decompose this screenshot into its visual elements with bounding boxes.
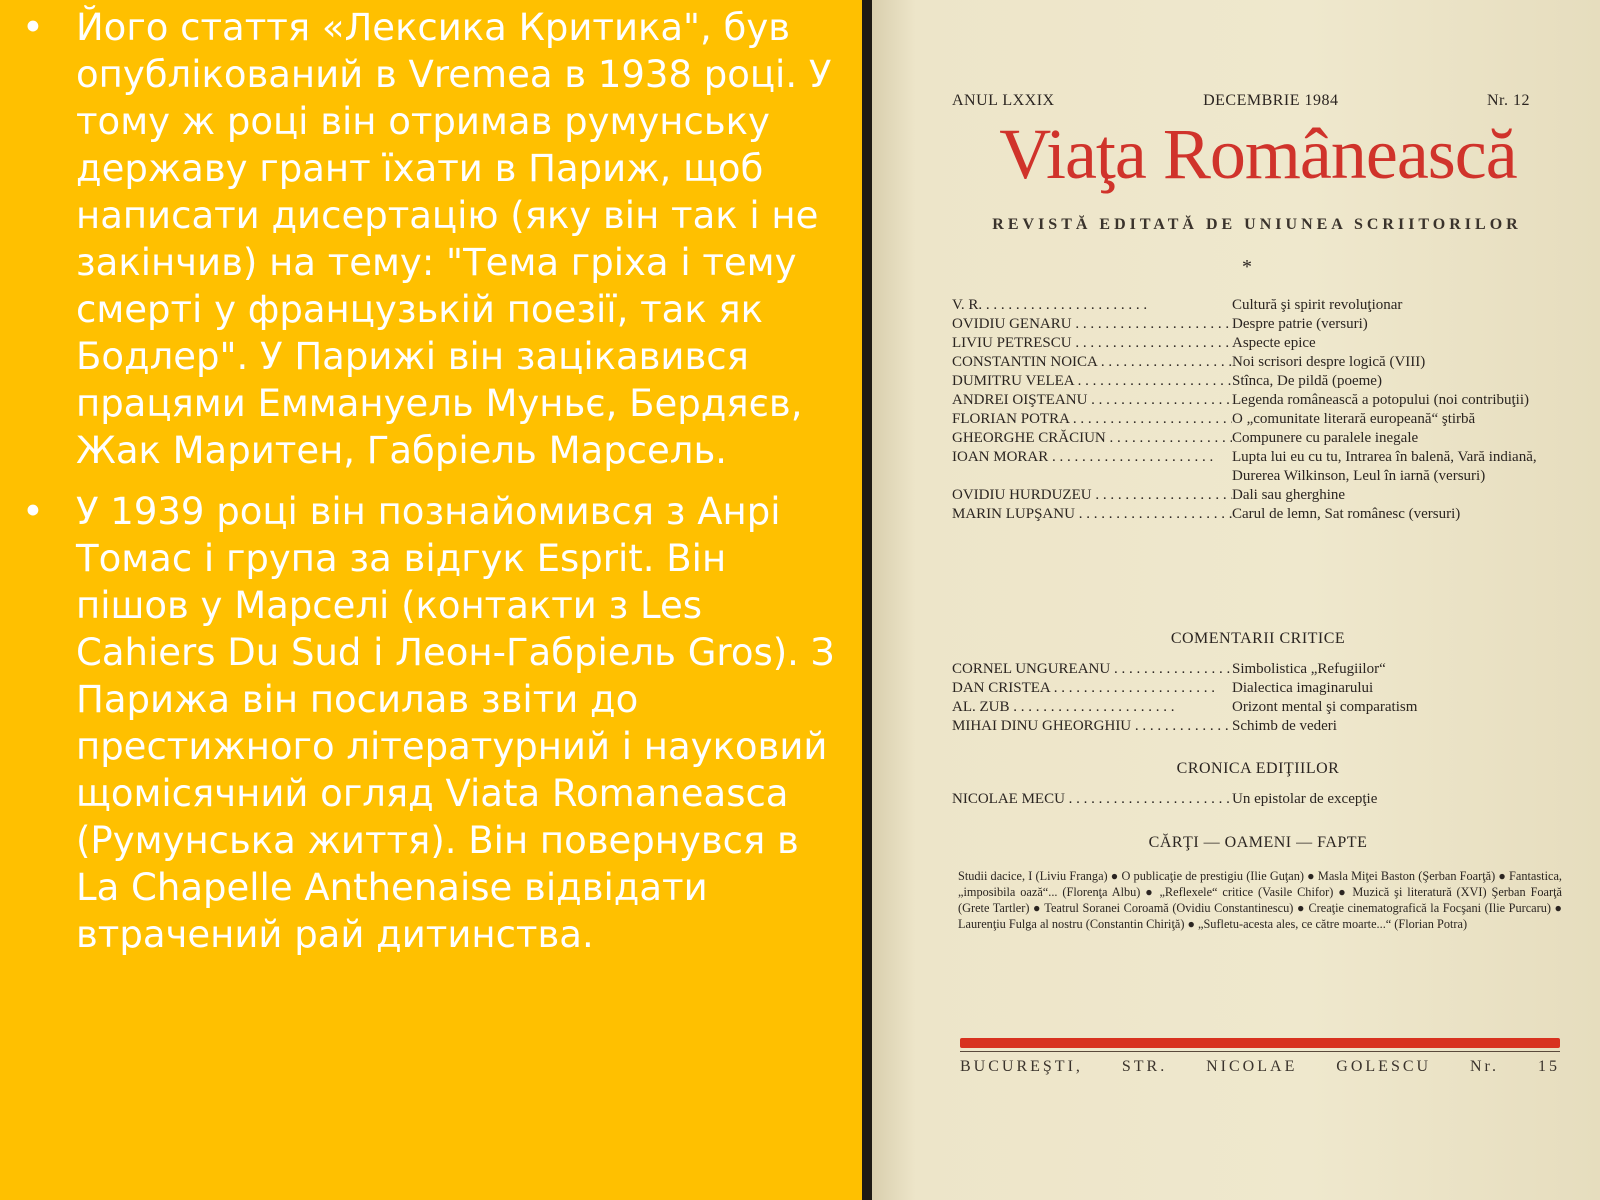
- toc-row: [952, 679, 1564, 698]
- toc-row: [952, 353, 1564, 372]
- toc-title: Dialectica imaginarului: [1232, 680, 1374, 696]
- critics-list: [952, 660, 1564, 736]
- toc-title: Orizont mental şi comparatism: [1232, 699, 1418, 715]
- toc-author: DUMITRU VELEA . . .: [952, 372, 1232, 391]
- contents-list: [952, 296, 1564, 524]
- toc-title: Stînca, De pildă (poeme): [1232, 373, 1382, 389]
- toc-author: NICOLAE MECU . . .: [952, 790, 1232, 809]
- bullet-marker: •: [22, 490, 44, 533]
- toc-title: O „comunitate literară europeană“ ştirbă: [1232, 411, 1476, 427]
- toc-row: [952, 315, 1564, 334]
- section-editions-heading: CRONICA EDIŢIILOR: [1176, 760, 1340, 777]
- toc-row: [952, 448, 1564, 486]
- toc-title: Aspecte epice: [1232, 335, 1316, 351]
- address-part: NICOLAE: [1206, 1058, 1298, 1075]
- toc-author: LIVIU PETRESCU . . .: [952, 334, 1232, 353]
- section-critics-heading: COMENTARII CRITICE: [1170, 630, 1346, 647]
- toc-row: [952, 372, 1564, 391]
- toc-title: Compunere cu paralele inegale: [1232, 430, 1419, 446]
- toc-title: Simbolistica „Refugiilor“: [1232, 661, 1386, 677]
- bullet-list: [0, 4, 862, 958]
- cover-date: DECEMBRIE 1984: [1203, 92, 1339, 109]
- toc-title: Despre patrie (versuri): [1232, 316, 1368, 332]
- toc-author: FLORIAN POTRA . . .: [952, 410, 1232, 429]
- cover-issue: Nr. 12: [1487, 92, 1530, 109]
- toc-title: Un epistolar de excepţie: [1232, 791, 1378, 807]
- toc-row: [952, 296, 1564, 315]
- toc-row: [952, 790, 1564, 809]
- toc-author: CONSTANTIN NOICA . . .: [952, 353, 1232, 372]
- toc-title: Noi scrisori despre logică (VIII): [1232, 354, 1426, 370]
- toc-row: [952, 391, 1564, 410]
- books-paragraph: Studii dacice, I (Liviu Franga) ● O publicaţie de prestigiu (Ilie Guţan) ● Masla Miţei Baston (Şerban Foarţă) ● Fantastica, „imposibila oază“... (Florenţa Albu) ● „Reflexele“ critice (Vasile Chifor) ● Muzică şi literatură (XVI) Şerban Foarţă (Grete Tartler) ● Teatrul Soranei Coroamă (Ovidiu Constantinescu) ● Creaţie cinematografică la Focşani (Ilie Purcaru) ● Laurenţiu Fulga al nostru (Constantin Chiriţă) ● „Sufletu-acesta ales, ce către moarte...“ (Florian Potra): [958, 869, 1562, 931]
- magazine-cover: [872, 0, 1600, 1200]
- bullet-text-2: У 1939 році він познайомився з Анрі Томас і група за відгук Esprit. Він пішов у Марселі (контакти з Les Cahiers Du Sud і Леон-Габріель Gros). З Парижа він посилав звіти до престижного літературний і науковий щомісячний огляд Viata Romaneasca (Румунська життя). Він повернувся в La Chapelle Anthenaise відвідати втрачений рай дитинства.: [76, 490, 835, 956]
- toc-row: [952, 486, 1564, 505]
- cover-anul: ANUL LXXIX: [952, 92, 1055, 109]
- bullet-item-1: [0, 4, 862, 474]
- red-rule-divider: [960, 1038, 1560, 1048]
- section-books-heading: CĂRŢI — OAMENI — FAPTE: [1148, 834, 1368, 851]
- magazine-cover-photo: [862, 0, 1600, 1200]
- magazine-subtitle: REVISTĂ EDITATĂ DE UNIUNEA SCRIITORILOR: [992, 216, 1522, 233]
- toc-row: [952, 505, 1564, 524]
- toc-author: MARIN LUPŞANU . . .: [952, 505, 1232, 524]
- toc-title: Schimb de vederi: [1232, 718, 1337, 734]
- cover-header-line: [952, 92, 1530, 110]
- toc-row: [952, 717, 1564, 736]
- toc-title: Dali sau gherghine: [1232, 487, 1346, 503]
- publisher-address: [960, 1058, 1560, 1076]
- toc-author: IOAN MORAR . . .: [952, 448, 1232, 486]
- toc-title: Lupta lui eu cu tu, Intrarea în balenă, Vară indiană, Durerea Wilkinson, Leul în iarnă (versuri): [1232, 449, 1537, 484]
- toc-row: [952, 334, 1564, 353]
- toc-author: AL. ZUB . . .: [952, 698, 1232, 717]
- toc-row: [952, 698, 1564, 717]
- address-part: GOLESCU: [1336, 1058, 1432, 1075]
- toc-author: OVIDIU GENARU . . .: [952, 315, 1232, 334]
- bullet-text-1: Його стаття «Лексика Критика", був опублікований в Vremea в 1938 році. У тому ж році він отримав румунську державу грант їхати в Париж, щоб написати дисертацію (яку він так і не закінчив) на тему: "Тема гріха і тему смерті у французькій поезії, так як Бодлер". У Парижі він зацікавився працями Еммануель Муньє, Бердяєв, Жак Маритен, Габріель Марсель.: [76, 6, 832, 472]
- bullet-item-2: [0, 488, 862, 958]
- toc-title: Cultură şi spirit revoluţionar: [1232, 297, 1403, 313]
- toc-author: CORNEL UNGUREANU . . .: [952, 660, 1232, 679]
- bullet-marker: •: [22, 6, 44, 49]
- magazine-masthead: Viaţa Românească: [999, 114, 1517, 194]
- address-part: Nr.: [1470, 1058, 1499, 1075]
- address-part: BUCUREŞTI,: [960, 1058, 1083, 1075]
- toc-author: DAN CRISTEA . . .: [952, 679, 1232, 698]
- toc-row: [952, 410, 1564, 429]
- toc-author: GHEORGHE CRĂCIUN . . .: [952, 429, 1232, 448]
- toc-author: OVIDIU HURDUZEU . . .: [952, 486, 1232, 505]
- address-part: STR.: [1121, 1058, 1168, 1075]
- toc-author: MIHAI DINU GHEORGHIU . . .: [952, 717, 1232, 736]
- toc-author: ANDREI OIŞTEANU . . .: [952, 391, 1232, 410]
- editions-list: [952, 790, 1564, 809]
- address-part: 15: [1537, 1058, 1560, 1075]
- toc-title: Legenda românească a potopului (noi contribuţii): [1232, 392, 1529, 408]
- toc-title: Carul de lemn, Sat românesc (versuri): [1232, 506, 1461, 522]
- star-ornament: *: [1242, 256, 1252, 278]
- toc-author: V. R. . . .: [952, 296, 1232, 315]
- toc-row: [952, 429, 1564, 448]
- toc-row: [952, 660, 1564, 679]
